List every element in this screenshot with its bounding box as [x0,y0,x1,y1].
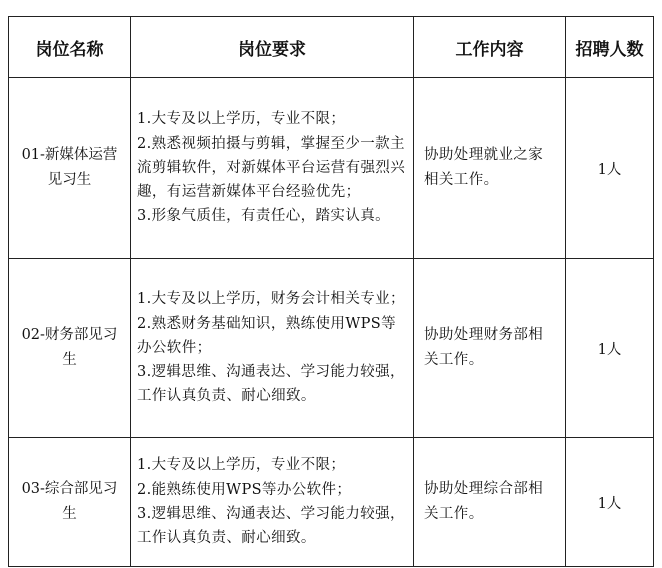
job-content: 协助处理就业之家相关工作。 [414,78,566,259]
headcount: 1人 [566,438,654,567]
header-position-name: 岗位名称 [9,17,131,78]
requirement-item: 3.形象气质佳，有责任心，踏实认真。 [137,208,391,225]
position-requirements [131,259,414,438]
header-headcount: 招聘人数 [566,17,654,78]
position-requirements [131,78,414,259]
position-name: 03-综合部见习生 [9,438,131,567]
requirement-item: 1.大专及以上学历，专业不限； [137,111,346,128]
recruitment-table-container [8,16,654,567]
requirement-item: 2.熟悉视频拍摄与剪辑，掌握至少一款主流剪辑软件，对新媒体平台运营有强烈兴趣，有运营新媒体平台经验优先； [137,135,406,201]
job-content: 协助处理财务部相关工作。 [414,259,566,438]
position-requirements [131,438,414,567]
header-job-content: 工作内容 [414,17,566,78]
requirement-item: 2.能熟练使用WPS等办公软件； [137,481,352,498]
position-name: 01-新媒体运营见习生 [9,78,131,259]
table-row [9,438,654,567]
requirement-item: 3.逻辑思维、沟通表达、学习能力较强，工作认真负责、耐心细致。 [137,364,405,405]
requirement-item: 3.逻辑思维、沟通表达、学习能力较强，工作认真负责、耐心细致。 [137,506,405,547]
recruitment-table [8,16,654,567]
headcount: 1人 [566,259,654,438]
table-row [9,78,654,259]
header-requirements: 岗位要求 [131,17,414,78]
requirement-item: 1.大专及以上学历，财务会计相关专业； [137,291,405,308]
table-row [9,259,654,438]
requirement-item: 2.熟悉财务基础知识，熟练使用WPS等办公软件； [137,315,397,356]
table-header-row [9,17,654,78]
requirement-item: 1.大专及以上学历，专业不限； [137,457,346,474]
position-name: 02-财务部见习生 [9,259,131,438]
headcount: 1人 [566,78,654,259]
job-content: 协助处理综合部相关工作。 [414,438,566,567]
